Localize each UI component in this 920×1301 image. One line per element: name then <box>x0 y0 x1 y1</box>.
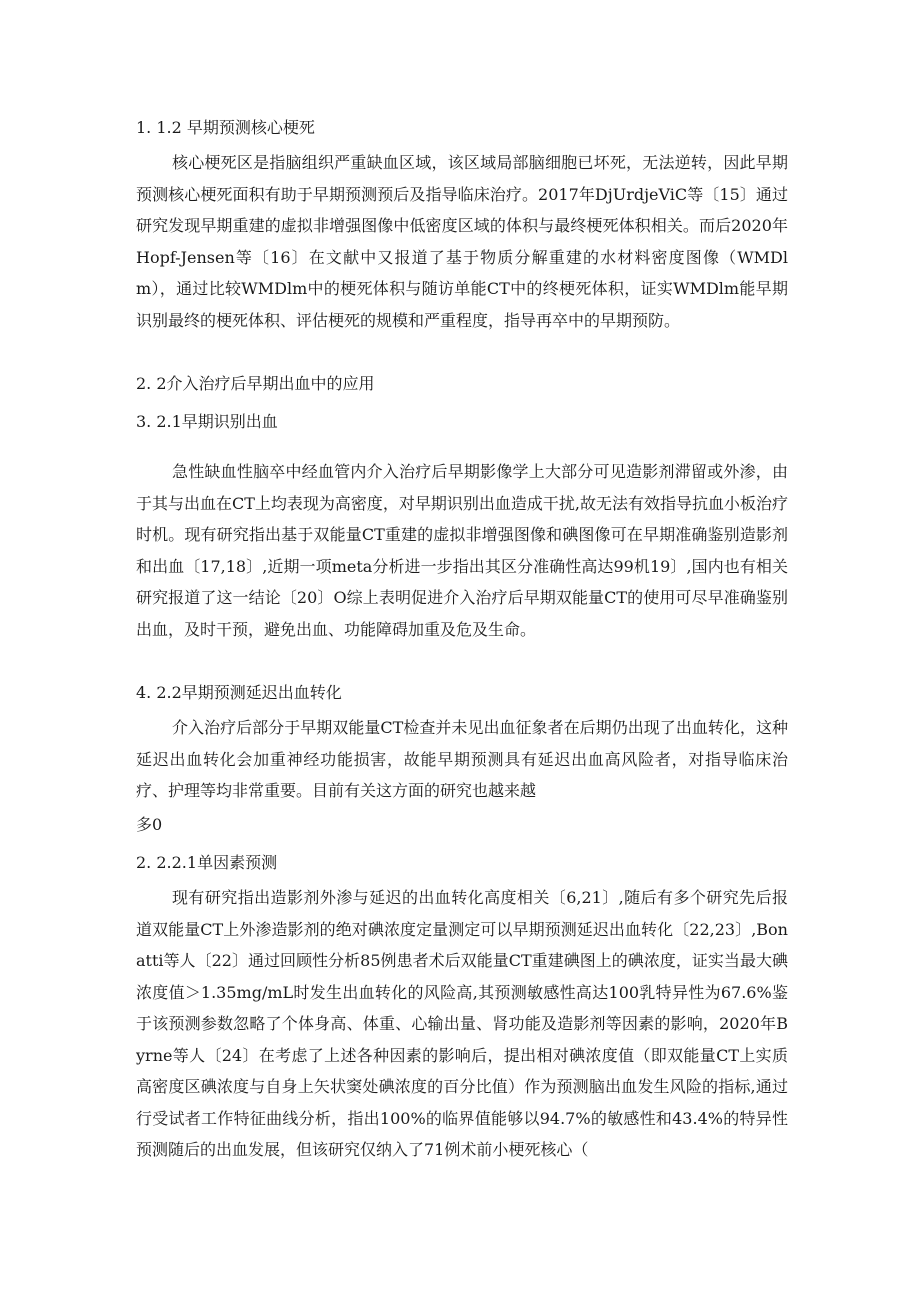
paragraph-delayed-hemorrhage-prediction: 介入治疗后部分于早期双能量CT检查并未见出血征象者在后期仍出现了出血转化，这种延迟出血转化会加重神经功能损害，故能早期预测具有延迟出血高风险者，对指导临床治疗、护理等均非常重要。目前有关这方面的研究也越来越 <box>136 718 788 800</box>
paragraph-core-infarct: 核心梗死区是指脑组织严重缺血区域，该区域局部脑细胞已坏死，无法逆转，因此早期预测核心梗死面积有助于早期预测预后及指导临床治疗。2017年DjUrdjeViC等〔15〕通过研究发现早期重建的虚拟非增强图像中低密度区域的体积与最终梗死体积相关。而后2020年Hopf-Jensen等〔16〕在文献中又报道了基于物质分解重建的水材料密度图像（WMDlm），通过比较WMDlm中的梗死体积与随访单能CT中的终梗死体积，证实WMDlm能早期识别最终的梗死体积、评估梗死的规模和严重程度，指导再卒中的早期预防。 <box>136 153 788 330</box>
section-heading-post-intervention-bleeding: 2. 2介入治疗后早期出血中的应用 <box>136 374 375 393</box>
paragraph-single-factor-prediction: 现有研究指出造影剂外渗与延迟的出血转化高度相关〔6,21〕,随后有多个研究先后报道双能量CT上外渗造影剂的绝对碘浓度定量测定可以早期预测延迟出血转化〔22,23〕,Bonatti等人〔22〕通过回顾性分析85例患者术后双能量CT重建碘图上的碘浓度，证实当最大碘浓度值＞1.35mg/mL时发生出血转化的风险高,其预测敏感性高达100乳特异性为67.6%鉴于该预测参数忽略了个体身高、体重、心输出量、肾功能及造影剂等因素的影响，2020年Byrne等人〔24〕在考虑了上述各种因素的影响后，提出相对碘浓度值（即双能量CT上实质高密度区碘浓度与自身上矢状窦处碘浓度的百分比值）作为预测脑出血发生风险的指标,通过行受试者工作特征曲线分析，指出100%的临界值能够以94.7%的敏感性和43.4%的特异性预测随后的出血发展，但该研究仅纳入了71例术前小梗死核心（ <box>136 888 788 1159</box>
paragraph-continuation-line: 多0 <box>136 815 163 834</box>
section-heading-core-infarct: 1. 1.2 早期预测核心梗死 <box>136 118 315 137</box>
section-heading-delayed-hemorrhage-prediction: 4. 2.2早期预测延迟出血转化 <box>136 683 342 702</box>
section-heading-single-factor-prediction: 2. 2.2.1单因素预测 <box>136 853 278 872</box>
paragraph-early-bleeding-identification: 急性缺血性脑卒中经血管内介入治疗后早期影像学上大部分可见造影剂滞留或外渗，由于其与出血在CT上均表现为高密度，对早期识别出血造成干扰,故无法有效指导抗血小板治疗时机。现有研究指出基于双能量CT重建的虚拟非增强图像和碘图像可在早期准确鉴别造影剂和出血〔17,18〕,近期一项meta分析进一步指出其区分准确性高达99机19〕,国内也有相关研究报道了这一结论〔20〕O综上表明促进介入治疗后早期双能量CT的使用可尽早准确鉴别出血，及时干预，避免出血、功能障碍加重及危及生命。 <box>136 462 789 639</box>
section-heading-early-bleeding-identification: 3. 2.1早期识别出血 <box>136 412 278 431</box>
